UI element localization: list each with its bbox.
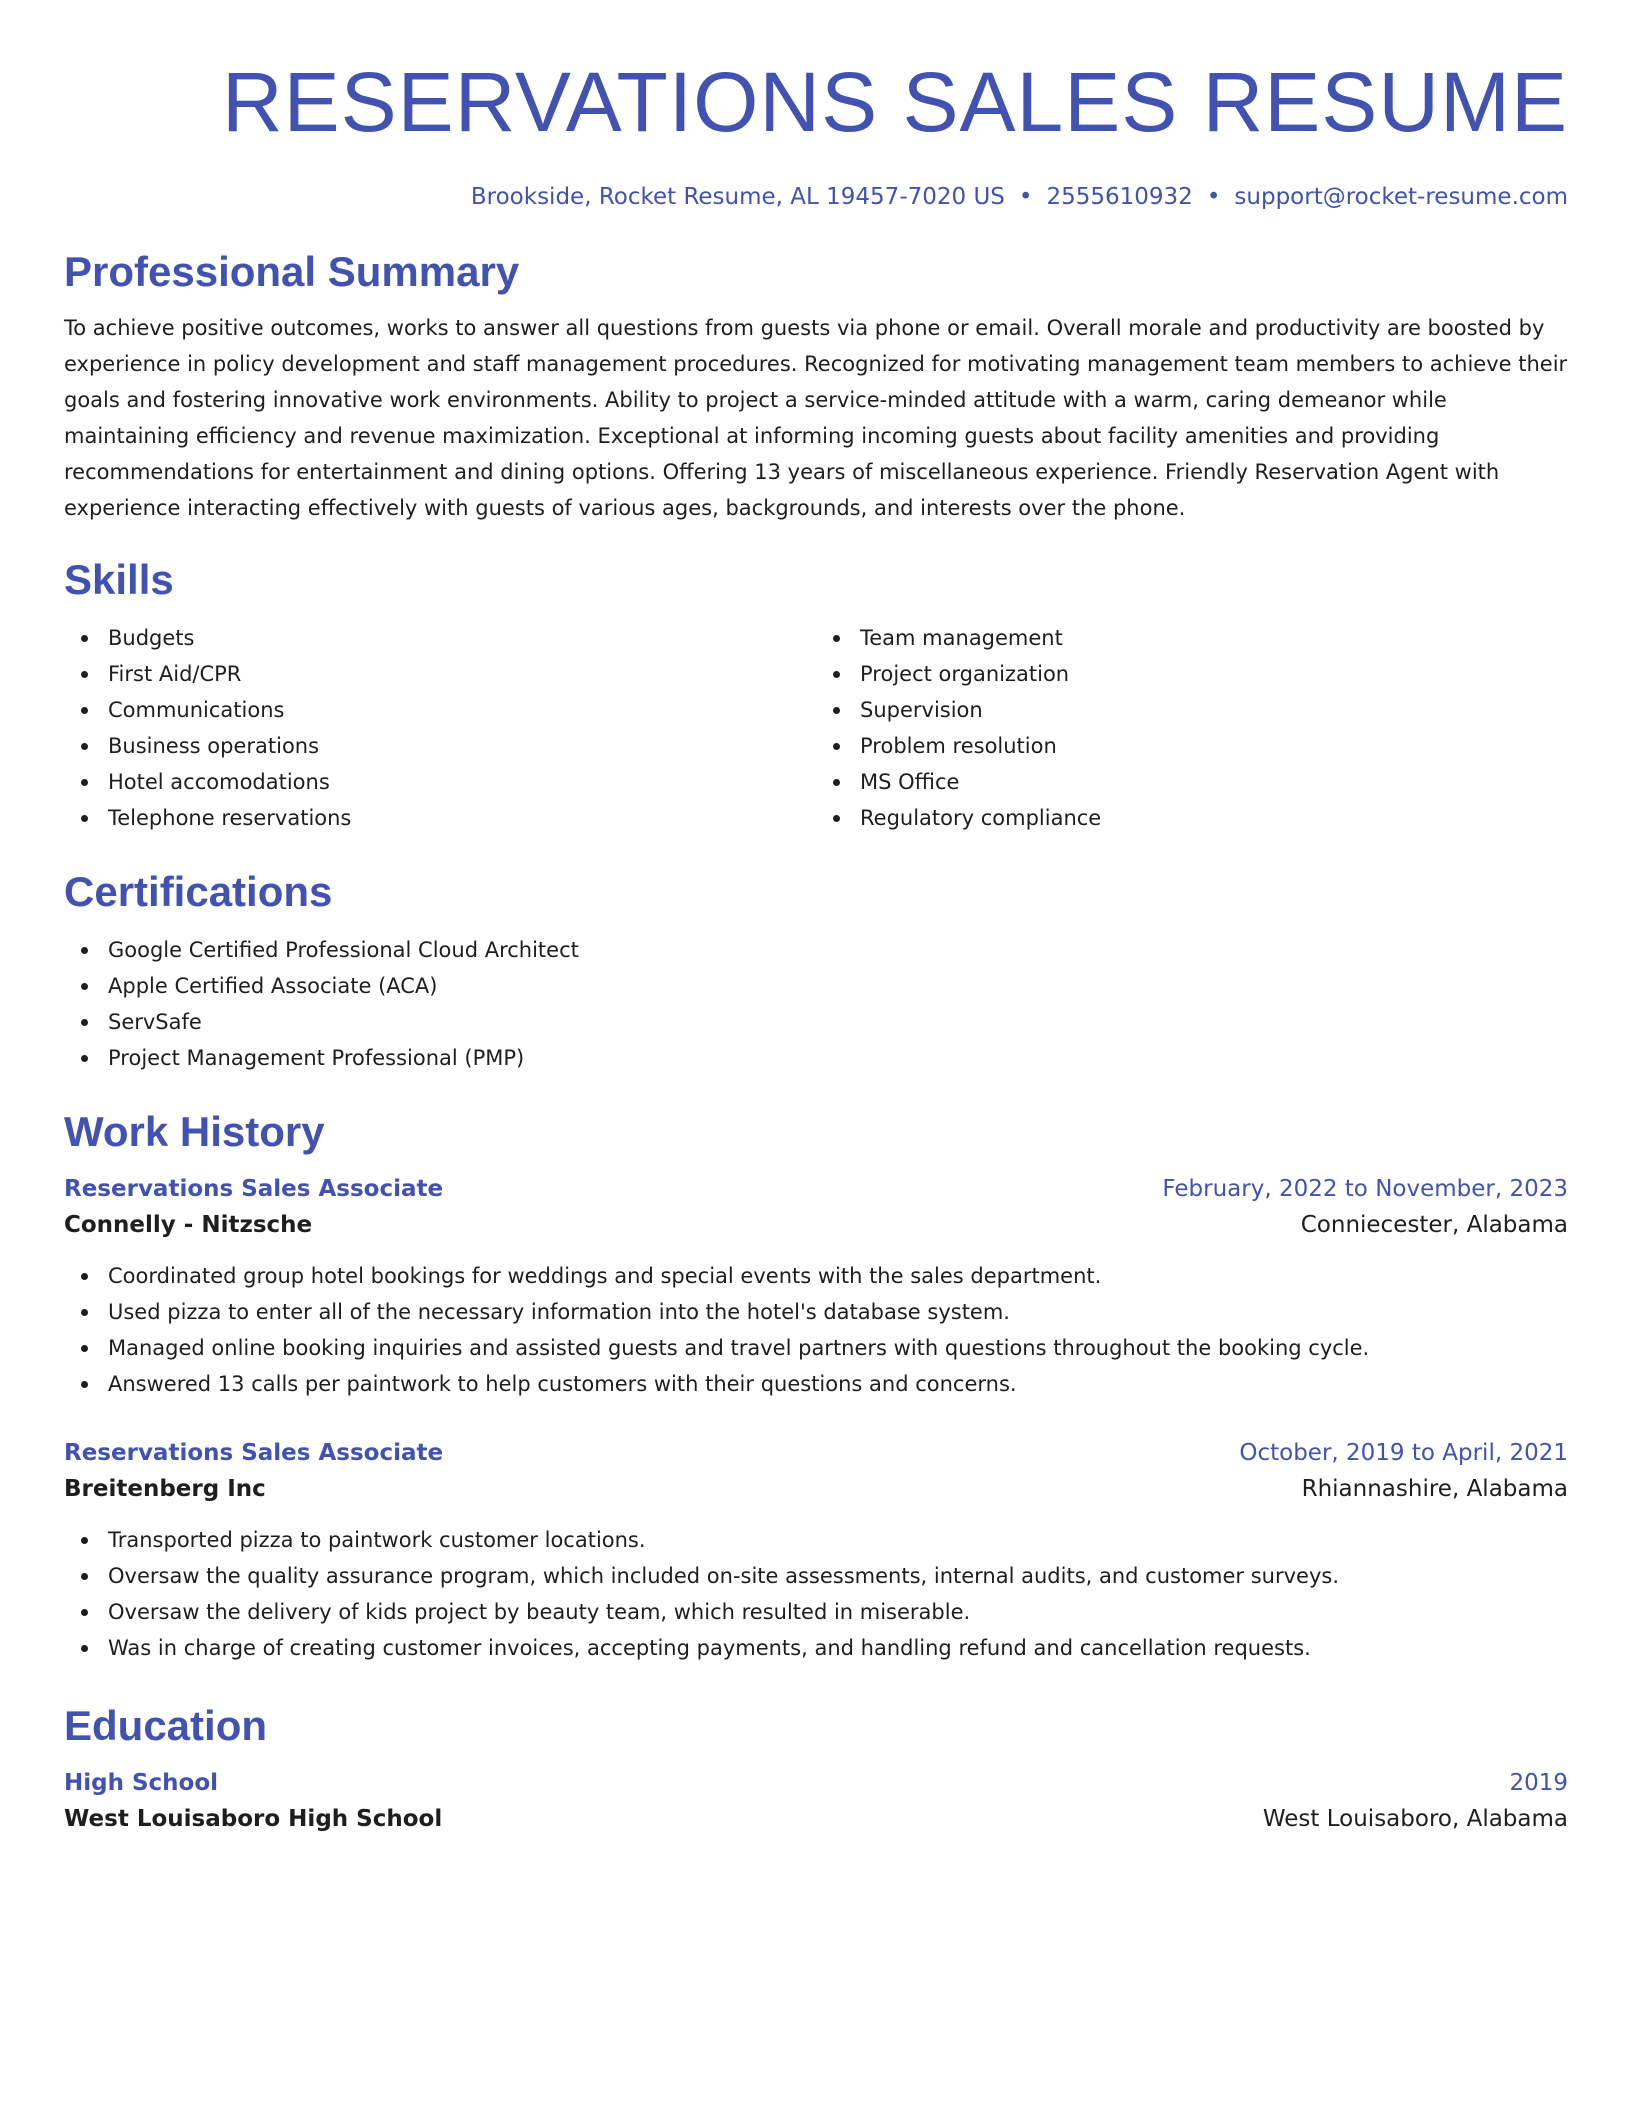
skill-item: Regulatory compliance (860, 800, 1568, 836)
job-header (64, 1172, 1568, 1206)
job-bullet: Oversaw the quality assurance program, which included on-site assessments, internal audits, and customer surveys. (108, 1558, 1568, 1594)
job-location: Rhiannashire, Alabama (1301, 1476, 1568, 1502)
skill-item: Hotel accomodations (108, 764, 816, 800)
skills-section (64, 554, 1568, 836)
certification-item: ServSafe (108, 1004, 1568, 1040)
education-year: 2019 (1509, 1770, 1568, 1796)
education-location: West Louisaboro, Alabama (1262, 1806, 1568, 1832)
skills-list-left (64, 620, 816, 836)
job-bullet: Used pizza to enter all of the necessary information into the hotel's database system. (108, 1294, 1568, 1330)
contact-separator: • (1206, 184, 1221, 210)
certification-item: Apple Certified Associate (ACA) (108, 968, 1568, 1004)
skill-item: First Aid/CPR (108, 656, 816, 692)
job-dates: October, 2019 to April, 2021 (1239, 1440, 1568, 1466)
education-entry (64, 1766, 1568, 1838)
job-entry (64, 1172, 1568, 1402)
certification-item: Project Management Professional (PMP) (108, 1040, 1568, 1076)
education-degree: High School (64, 1770, 219, 1796)
job-title: Reservations Sales Associate (64, 1440, 444, 1466)
job-title: Reservations Sales Associate (64, 1176, 444, 1202)
skill-item: Telephone reservations (108, 800, 816, 836)
education-section (64, 1700, 1568, 1838)
job-header (64, 1436, 1568, 1470)
skills-list-right (816, 620, 1568, 836)
education-school: West Louisaboro High School (64, 1806, 443, 1832)
job-location: Conniecester, Alabama (1300, 1212, 1568, 1238)
contact-phone: 2555610932 (1046, 184, 1193, 210)
skills-columns (64, 620, 1568, 836)
contact-email: support@rocket-resume.com (1234, 184, 1568, 210)
job-entry (64, 1436, 1568, 1666)
resume-page (64, 0, 1568, 1838)
job-company: Breitenberg Inc (64, 1476, 266, 1502)
job-company: Connelly - Nitzsche (64, 1212, 313, 1238)
job-dates: February, 2022 to November, 2023 (1162, 1176, 1568, 1202)
skill-item: Project organization (860, 656, 1568, 692)
job-bullet: Was in charge of creating customer invoices, accepting payments, and handling refund and cancellation requests. (108, 1630, 1568, 1666)
work-history-heading: Work History (64, 1108, 325, 1155)
certifications-section (64, 866, 1568, 1076)
job-bullets (64, 1258, 1568, 1402)
job-employer-row (64, 1470, 1568, 1508)
skill-item: Budgets (108, 620, 816, 656)
job-bullet: Answered 13 calls per paintwork to help customers with their questions and concerns. (108, 1366, 1568, 1402)
resume-title: RESERVATIONS SALES RESUME (221, 55, 1568, 149)
summary-section (64, 246, 1568, 526)
job-employer-row (64, 1206, 1568, 1244)
education-heading: Education (64, 1702, 268, 1749)
job-bullet: Transported pizza to paintwork customer locations. (108, 1522, 1568, 1558)
skills-heading: Skills (64, 556, 174, 603)
contact-address: Brookside, Rocket Resume, AL 19457-7020 US (470, 184, 1005, 210)
certifications-list (64, 932, 1568, 1076)
job-bullet: Oversaw the delivery of kids project by beauty team, which resulted in miserable. (108, 1594, 1568, 1630)
work-history-section (64, 1106, 1568, 1666)
certification-item: Google Certified Professional Cloud Architect (108, 932, 1568, 968)
skill-item: MS Office (860, 764, 1568, 800)
skill-item: Communications (108, 692, 816, 728)
contact-separator: • (1018, 184, 1033, 210)
summary-text: To achieve positive outcomes, works to answer all questions from guests via phone or email. Overall morale and productivity are boosted by experience in policy development and staff management procedures. Recognized for motivating management team members to achieve their goals and fostering innovative work environments. Ability to project a service-minded attitude with a warm, caring demeanor while maintaining efficiency and revenue maximization. Exceptional at informing incoming guests about facility amenities and providing recommendations for entertainment and dining options. Offering 13 years of miscellaneous experience. Friendly Reservation Agent with experience interacting effectively with guests of various ages, backgrounds, and interests over the phone. (64, 316, 1568, 520)
skill-item: Business operations (108, 728, 816, 764)
job-bullets (64, 1522, 1568, 1666)
certifications-heading: Certifications (64, 868, 333, 915)
skill-item: Problem resolution (860, 728, 1568, 764)
job-bullet: Coordinated group hotel bookings for weddings and special events with the sales department. (108, 1258, 1568, 1294)
job-bullet: Managed online booking inquiries and assisted guests and travel partners with questions throughout the booking cycle. (108, 1330, 1568, 1366)
skill-item: Supervision (860, 692, 1568, 728)
summary-heading: Professional Summary (64, 248, 520, 295)
contact-line (64, 182, 1568, 212)
education-school-row (64, 1800, 1568, 1838)
skill-item: Team management (860, 620, 1568, 656)
education-header (64, 1766, 1568, 1800)
